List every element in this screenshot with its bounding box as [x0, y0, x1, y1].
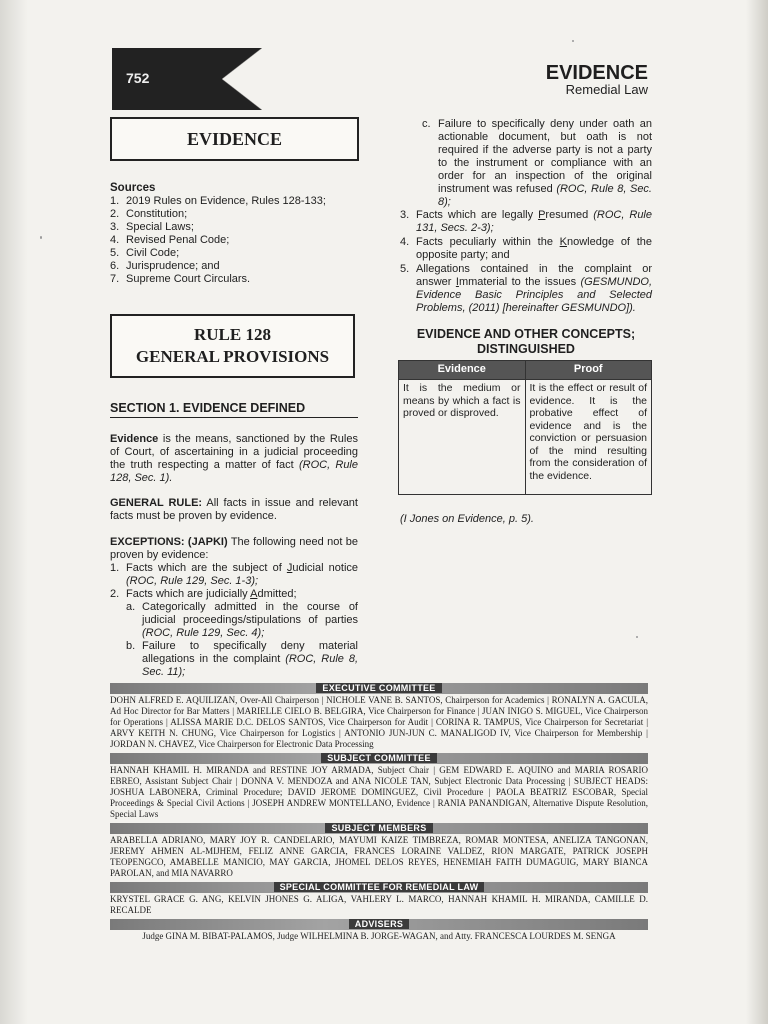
source-text: Special Laws;: [126, 221, 194, 233]
exception-text: mmaterial to the issues: [458, 276, 581, 288]
exception-text: resumed: [545, 209, 594, 221]
exceptions-text: The following need not be proven by evidence:: [110, 536, 358, 561]
table-row: [399, 380, 652, 495]
special-committee-bar: [110, 882, 648, 893]
exception-number: 3.: [400, 209, 410, 221]
exception-subitem: [422, 118, 652, 209]
exception-subitem: [126, 601, 358, 640]
item-c-list: [400, 118, 652, 209]
credits-section: [110, 683, 648, 942]
subitem-letter: a.: [126, 601, 136, 613]
general-rule: [110, 497, 358, 523]
exception-text: nowledge of the opposite party; and: [416, 236, 652, 261]
general-rule-label: GENERAL RULE:: [110, 497, 203, 509]
source-text: 2019 Rules on Evidence, Rules 128-133;: [126, 195, 326, 207]
source-number: 7.: [110, 273, 120, 285]
exceptions-list: [110, 562, 358, 679]
source-item: [110, 234, 355, 247]
exception-number: 5.: [400, 263, 410, 275]
subject-members-label: SUBJECT MEMBERS: [325, 823, 432, 833]
sources-list: [110, 195, 355, 286]
table-cell-proof: It is the effect or result of evidence. It is the probative effect of evidence and is the conviction or persuasion of the mind resulting from the consideration of the evidence.: [525, 380, 652, 495]
executive-committee-label: EXECUTIVE COMMITTEE: [316, 683, 441, 693]
page-number-tab: [112, 48, 262, 110]
subitem-letter: c.: [422, 118, 431, 130]
scan-speck: [636, 636, 638, 638]
exception-item: [400, 263, 652, 315]
mnemonic-letter: P: [538, 209, 546, 221]
exception-subitem: [126, 640, 358, 679]
advisers-text: Judge GINA M. BIBAT-PALAMOS, Judge WILHELMINA B. JORGE-WAGAN, and Atty. FRANCESCA LOURDES M. SENGA: [142, 931, 616, 941]
subitem-text: Failure to specifically deny material allegations in the complaint: [142, 640, 358, 665]
evidence-proof-table: [398, 360, 652, 495]
subject-committee-label: SUBJECT COMMITTEE: [321, 753, 437, 763]
evidence-term: Evidence: [110, 433, 159, 445]
exception-number: 4.: [400, 236, 410, 248]
source-item: [110, 195, 355, 208]
exception-text: udicial notice: [292, 562, 358, 574]
source-number: 6.: [110, 260, 120, 272]
advisers-label: ADVISERS: [349, 919, 409, 929]
source-number: 4.: [110, 234, 120, 246]
source-number: 5.: [110, 247, 120, 259]
source-number: 2.: [110, 208, 120, 220]
source-item: [110, 208, 355, 221]
subitem-cite: (ROC, Rule 8, Sec. 8);: [438, 183, 652, 208]
page-number: 752: [126, 70, 150, 86]
source-text: Revised Penal Code;: [126, 234, 230, 246]
exception-text: Allegations contained in the complaint or answer: [416, 263, 652, 288]
rule-name: GENERAL PROVISIONS: [135, 347, 330, 366]
exception-cite: (ROC, Rule 129, Sec. 1-3);: [126, 575, 259, 587]
source-text: Constitution;: [126, 208, 188, 220]
running-header-title: EVIDENCE: [545, 62, 648, 84]
exception-number: 2.: [110, 588, 120, 600]
exception-text: Facts peculiarly within the: [416, 236, 560, 248]
concepts-heading: EVIDENCE AND OTHER CONCEPTS; DISTINGUISHED: [416, 327, 636, 356]
exception-text: dmitted;: [257, 588, 297, 600]
source-item: [110, 273, 355, 286]
mnemonic-letter: K: [559, 236, 567, 248]
rule-title-box: [110, 314, 355, 378]
table-header-proof: Proof: [525, 361, 652, 380]
exception-item: [110, 588, 358, 679]
sources-block: [110, 182, 355, 286]
exception-number: 1.: [110, 562, 120, 574]
advisers-bar: [110, 919, 648, 930]
mnemonic-letter: I: [455, 276, 459, 288]
subitem-cite: (ROC, Rule 129, Sec. 4);: [142, 627, 265, 639]
exception-text: Facts which are judicially: [126, 588, 251, 600]
exception-text: Facts which are legally: [416, 209, 539, 221]
subitem-text: Failure to specifically deny under oath an actionable document, but oath is not required if the adverse party is not a party to the instrument or compliance with an order for an inspection of the original instrument was refused: [438, 118, 652, 195]
source-item: [110, 260, 355, 273]
evidence-definition: [110, 433, 358, 485]
exception-cite: (GESMUNDO, Evidence Basic Principles and Selected Problems, (2011) [hereinafter GESMUNDO]).: [416, 276, 652, 314]
source-number: 3.: [110, 221, 120, 233]
continued-list: [400, 209, 652, 315]
scan-speck: [572, 40, 574, 42]
source-item: [110, 247, 355, 260]
rule-number: RULE 128: [194, 325, 271, 344]
special-committee-label: SPECIAL COMMITTEE FOR REMEDIAL LAW: [274, 882, 485, 892]
subitem-letter: b.: [126, 640, 136, 652]
exceptions-list-continued: [400, 209, 652, 315]
exception-item: [400, 236, 652, 262]
subject-committee-bar: [110, 753, 648, 764]
table-header-evidence: Evidence: [399, 361, 526, 380]
scan-speck: [40, 236, 42, 239]
executive-committee-text: DOHN ALFRED E. AQUILIZAN, Over-All Chairperson | NICHOLE VANE B. SANTOS, Chairperson for Academics | RONALYN A. GACULA, Ad Hoc Director for Bar Matters | MARIELLE CIELO B. BELGIRA, Vice Chairperson for Finance | JUAN INIGO S. MIGUEL, Vice Chairperson for Operations | ALISSA MARIE D.C. DELOS SANTOS, Vice Chairperson for Audit | CORINA R. TAMPUS, Vice Chairperson for Secretariat | ARVY KEITH N. CHUNG, Vice Chairperson for Logistics | ANTONIO JUN-JUN C. MANALIGOD IV, Vice Chairperson for Membership | JORDAN N. CHAVEZ, Vice Chairperson for Electronic Data Processing: [110, 695, 648, 749]
exceptions-label: EXCEPTIONS: (JAPKI): [110, 536, 228, 548]
evidence-def-cite: (ROC, Rule 128, Sec. 1).: [110, 459, 358, 484]
exception-cite: (ROC, Rule 131, Secs. 2-3);: [416, 209, 652, 234]
section-heading: SECTION 1. EVIDENCE DEFINED: [110, 401, 358, 418]
table-cell-evidence: It is the medium or means by which a fact is proved or disproved.: [399, 380, 526, 495]
exception-item: [110, 562, 358, 588]
subject-committee-text: HANNAH KHAMIL H. MIRANDA and RESTINE JOY ARMADA, Subject Chair | GEM EDWARD E. AQUINO and MARIA ROSARIO EBREO, Assistant Subject Chair | DONNA V. MENDOZA and ANA NICOLE TAN, Subject Electronic Data Processing | SUBJECT HEADS: JOSHUA LABONERA, Criminal Procedure; DAVID JEROME DOMINGUEZ, Civil Procedure | PAOLA BEATRIZ ESCOBAR, Special Proceedings & Special Civil Actions | JOSEPH ANDREW MONTELLANO, Evidence | RANIA PANANDIGAN, Alternative Dispute Resolution, Special Laws: [110, 765, 648, 819]
table-citation: (I Jones on Evidence, p. 5).: [400, 513, 534, 525]
source-text: Civil Code;: [126, 247, 180, 259]
continued-list-top: [400, 118, 652, 209]
chapter-title-box: EVIDENCE: [110, 117, 359, 161]
subitem-text: Categorically admitted in the course of judicial proceedings/stipulations of parties: [142, 601, 358, 626]
special-committee-text: KRYSTEL GRACE G. ANG, KELVIN JHONES G. ALIGA, VAHLERY L. MARCO, HANNAH KHAMIL H. MIRANDA, CAMILLE D. RECALDE: [110, 894, 648, 915]
mnemonic-letter: A: [250, 588, 258, 600]
exceptions: [110, 536, 358, 679]
subitem-cite: (ROC, Rule 8, Sec. 11);: [142, 653, 358, 678]
mnemonic-letter: J: [286, 562, 293, 574]
exception-text: Facts which are the subject of: [126, 562, 287, 574]
exception-item: [400, 209, 652, 235]
evidence-def-text: is the means, sanctioned by the Rules of Court, of ascertaining in a judicial proceeding the truth respecting a matter of fact: [110, 433, 358, 471]
executive-committee-bar: [110, 683, 648, 694]
running-header-subtitle: Remedial Law: [565, 82, 648, 97]
scan-edge-shadow: [0, 0, 28, 1024]
table-header-row: [399, 361, 652, 380]
exception-subitems: [126, 601, 358, 679]
subject-members-text: ARABELLA ADRIANO, MARY JOY R. CANDELARIO, MAYUMI KAIZE TIMBREZA, ROMAR MONTESA, ANELIZA TANGONAN, JEREMY AHMEN AL-MIJHEM, FELIZ ANNE GARCIA, FRANCES LORAINE VALDEZ, RION MARGATE, PATRICK JOSEPH TEOPENGCO, AMABELLE MANICIO, MAY GARCIA, JHOMEL DELOS REYES, HENEMIAH FAITH DUMAGUIG, MARY BIANCA PAROLAN, and MIA NAVARRO: [110, 835, 648, 878]
source-item: [110, 221, 355, 234]
general-rule-text: All facts in issue and relevant facts must be proven by evidence.: [110, 497, 358, 522]
tab-notch: [222, 48, 262, 110]
source-number: 1.: [110, 195, 120, 207]
subject-members-bar: [110, 823, 648, 834]
source-text: Jurisprudence; and: [126, 260, 220, 272]
source-text: Supreme Court Circulars.: [126, 273, 251, 285]
sources-heading: Sources: [110, 182, 156, 194]
scan-edge-shadow: [746, 0, 768, 1024]
